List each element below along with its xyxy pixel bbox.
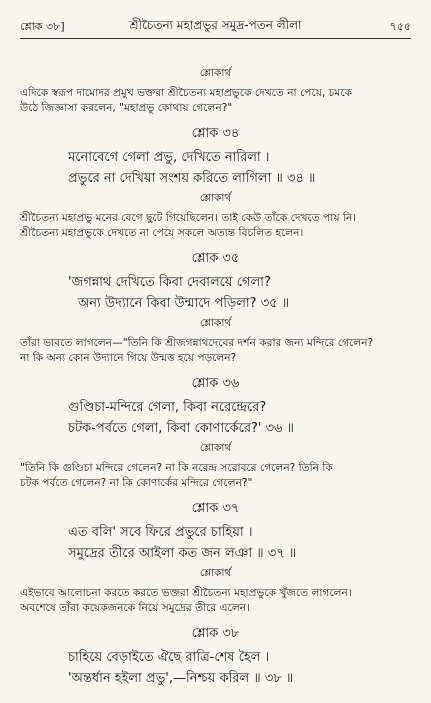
verse-line: প্রভুরে না দেখিয়া সংশয় করিতে লাগিলা ॥ ৩৪ ॥ xyxy=(68,171,316,186)
prose-line: "তিনি কি গুণ্ডিচা মন্দিরে গেলেন? না কি নরেন্দ্র সরোবরে গেলেন? তিনি কি xyxy=(20,462,333,474)
verse-line: গুণ্ডিচা-মন্দিরে গেলা, কিবা নরেন্দ্রেরে? xyxy=(68,400,267,415)
translation-label: শ্লোকার্থ xyxy=(199,67,232,79)
page-number: ৭৫৫ xyxy=(389,20,411,33)
page-body xyxy=(20,64,411,689)
sloka-verse xyxy=(20,147,411,189)
prose-line: চটক পর্বতে গেলেন? না কি কোণার্কের মন্দিরে গেলেন?" xyxy=(20,477,253,489)
prose-line: উঠে জিজ্ঞাসা করলেন, "মহাপ্রভু কোথায় গেলেন?" xyxy=(20,102,233,114)
sloka-heading: শ্লোক ৩৪ xyxy=(191,126,240,141)
sloka-verse xyxy=(20,522,411,564)
running-header xyxy=(20,14,411,39)
prose-line: শ্রীচৈতন্য মহাপ্রভুকে দেখতে না পেয়ে সকলে অত্যন্ত বিচলিত হলেন। xyxy=(20,227,304,239)
header-verse-ref: শ্লোক ৩৮] xyxy=(20,20,65,33)
verse-line: এত বলি' সবে ফিরে প্রভুরে চাহিয়া । xyxy=(68,525,253,540)
prose-line: না কি অন্য কোন উদ্যানে গিয়ে উন্মত্ত হয়ে পড়লেন? xyxy=(20,352,237,364)
translation-label: শ্লোকার্থ xyxy=(199,317,232,329)
sloka-heading: শ্লোক ৩৫ xyxy=(191,251,240,266)
sloka-heading: শ্লোক ৩৮ xyxy=(191,626,240,641)
translation-paragraph xyxy=(20,86,411,116)
verse-line: অন্য উদ্যানে কিবা উন্মাদে পড়িলা? ৩৫ ॥ xyxy=(78,296,290,311)
translation-paragraph xyxy=(20,461,411,491)
translation-label: শ্লোকার্থ xyxy=(199,567,232,579)
verse-line: 'অন্তর্ধান হইলা প্রভু',—নিশ্চয় করিল ॥ ৩৮ ॥ xyxy=(68,671,294,686)
prose-line: তাঁরা ভাবতে লাগলেন—"তিনি কি শ্রীজগন্নাথদেবের দর্শন করার জন্য মন্দিরে গেলেন? xyxy=(20,337,374,349)
prose-line: শ্রীচৈতন্য মহাপ্রভু মনের বেগে ছুটে গিয়েছিলেন। তাই কেউ তাঁকে দেখতে পায় নি। xyxy=(20,212,357,224)
prose-line: এইভাবে আলোচনা করতে করতে ভক্তরা শ্রীচৈতন্য মহাপ্রভুকে খুঁজতে লাগলেন। xyxy=(20,587,352,599)
prose-line: এদিকে স্বরূপ দামোদর প্রমুখ ভক্তরা শ্রীচৈতন্য মহাপ্রভুকে দেখতে না পেয়ে, চমকে xyxy=(20,87,352,99)
sloka-heading: শ্লোক ৩৭ xyxy=(191,501,240,516)
sloka-verse xyxy=(20,397,411,439)
verse-line: মনোবেগে গেলা প্রভু, দেখিতে নারিলা । xyxy=(68,150,270,165)
sloka-heading: শ্লোক ৩৬ xyxy=(191,376,240,391)
verse-line: চাহিয়ে বেড়াইতে ঐছে রাত্রি-শেষ হৈল । xyxy=(68,650,270,665)
translation-paragraph xyxy=(20,586,411,616)
translation-paragraph xyxy=(20,211,411,241)
translation-label: শ্লোকার্থ xyxy=(199,442,232,454)
verse-line: চটক-পর্বতে গেলা, কিবা কোণার্কেরে?' ৩৬ ॥ xyxy=(68,421,294,436)
prose-line: অবশেষে তাঁরা কয়েকজনকে নিয়ে সমুদ্রের তীরে এলেন। xyxy=(20,602,250,614)
translation-label: শ্লোকার্থ xyxy=(199,192,232,204)
verse-line: সমুদ্রের তীরে আইলা কত জন লঞা ॥ ৩৭ ॥ xyxy=(68,546,297,561)
verse-line: 'জগন্নাথ দেখিতে কিবা দেবালয়ে গেলা? xyxy=(68,275,271,290)
sloka-verse xyxy=(20,647,411,689)
sloka-verse xyxy=(20,272,411,314)
header-chapter-title: শ্রীচৈতন্য মহাপ্রভুর সমুদ্র-পতন লীলা xyxy=(129,18,302,32)
translation-paragraph xyxy=(20,336,411,366)
